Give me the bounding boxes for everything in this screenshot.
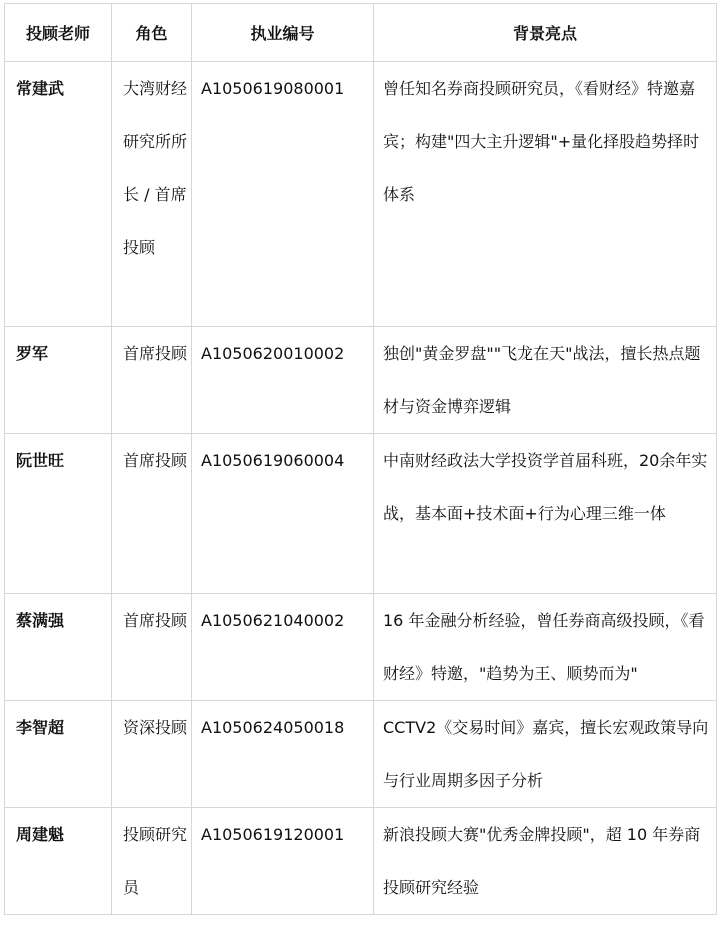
advisor-name: 蔡满强 <box>5 594 112 701</box>
advisor-license: A1050619120001 <box>192 808 374 915</box>
advisor-name: 阮世旺 <box>5 434 112 594</box>
advisor-license: A1050624050018 <box>192 701 374 808</box>
advisor-background: 独创"黄金罗盘""飞龙在天"战法，擅长热点题材与资金博弈逻辑 <box>374 327 717 434</box>
advisor-license: A1050619060004 <box>192 434 374 594</box>
table-row <box>5 808 717 915</box>
table-row <box>5 434 717 594</box>
advisor-background: 曾任知名券商投顾研究员，《看财经》特邀嘉宾；构建"四大主升逻辑"+量化择股趋势择时体系 <box>374 62 717 327</box>
table-row <box>5 327 717 434</box>
table-row <box>5 594 717 701</box>
header-name: 投顾老师 <box>5 4 112 62</box>
advisor-license: A1050620010002 <box>192 327 374 434</box>
table-header <box>5 4 717 62</box>
advisor-background: CCTV2《交易时间》嘉宾，擅长宏观政策导向与行业周期多因子分析 <box>374 701 717 808</box>
advisor-license: A1050619080001 <box>192 62 374 327</box>
table-row <box>5 62 717 327</box>
table-body <box>5 62 717 915</box>
advisor-name: 常建武 <box>5 62 112 327</box>
table-row <box>5 701 717 808</box>
advisor-role: 首席投顾 <box>112 434 192 594</box>
advisor-role: 大湾财经研究所所长 / 首席投顾 <box>112 62 192 327</box>
advisor-name: 周建魁 <box>5 808 112 915</box>
advisor-role: 首席投顾 <box>112 327 192 434</box>
header-row <box>5 4 717 62</box>
advisor-background: 16 年金融分析经验，曾任券商高级投顾，《看财经》特邀，"趋势为王、顺势而为" <box>374 594 717 701</box>
advisor-table <box>4 3 717 915</box>
header-license: 执业编号 <box>192 4 374 62</box>
advisor-background: 新浪投顾大赛"优秀金牌投顾"，超 10 年券商投顾研究经验 <box>374 808 717 915</box>
advisor-role: 首席投顾 <box>112 594 192 701</box>
advisor-role: 资深投顾 <box>112 701 192 808</box>
header-role: 角色 <box>112 4 192 62</box>
advisor-license: A1050621040002 <box>192 594 374 701</box>
header-background: 背景亮点 <box>374 4 717 62</box>
advisor-name: 李智超 <box>5 701 112 808</box>
page <box>0 3 720 926</box>
advisor-background: 中南财经政法大学投资学首届科班，20余年实战，基本面+技术面+行为心理三维一体 <box>374 434 717 594</box>
advisor-role: 投顾研究员 <box>112 808 192 915</box>
advisor-name: 罗军 <box>5 327 112 434</box>
